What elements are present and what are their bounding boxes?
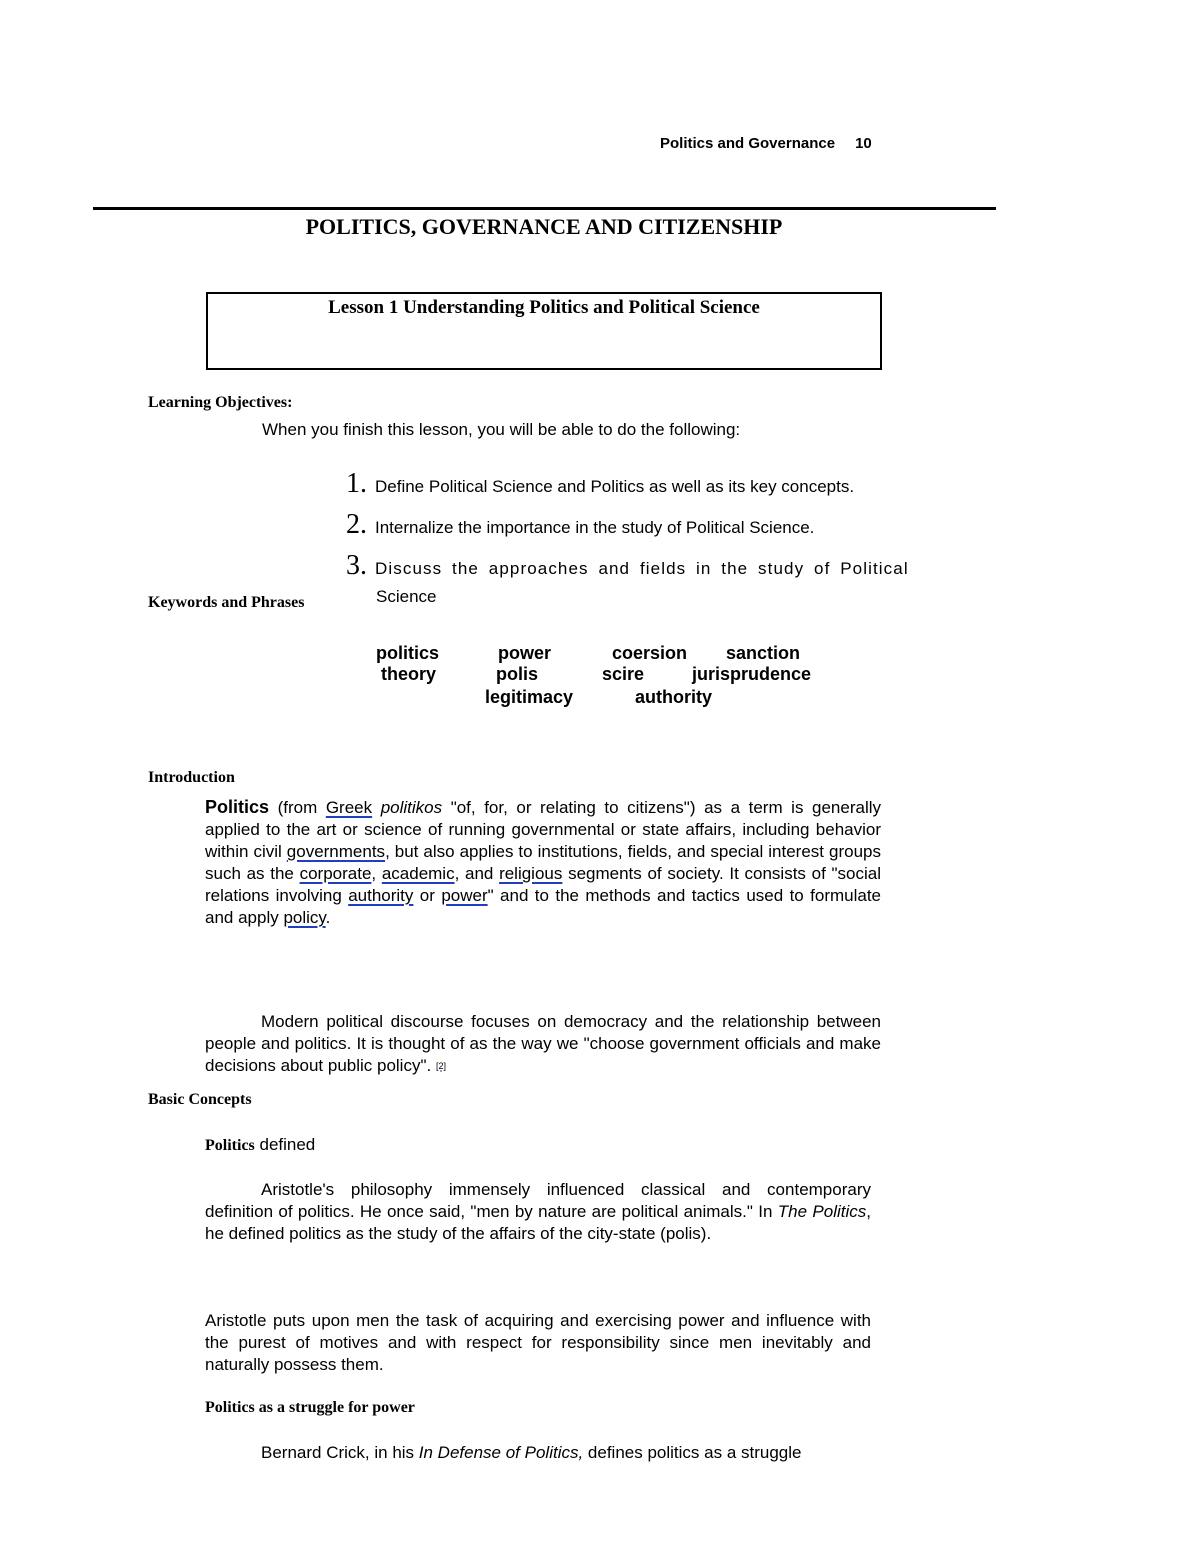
crick-paragraph (205, 1442, 871, 1464)
objective-item (346, 550, 926, 582)
text-run: defined (254, 1135, 316, 1154)
italic-the-politics: The Politics (777, 1202, 867, 1221)
link-academic[interactable]: academic (381, 864, 455, 883)
objective-item (346, 468, 854, 500)
text-run: . (325, 908, 331, 927)
keyword: politics (376, 643, 440, 663)
keyword: power (498, 643, 552, 663)
text-run: , (371, 864, 382, 883)
keyword: polis (496, 664, 539, 684)
header-rule (93, 207, 996, 210)
struggle-for-power-subheading: Politics as a struggle for power (205, 1399, 415, 1416)
text-run: Modern political discourse focuses on democracy and the relationship between people and politics. It is thought of as the way we "choose government officials and make decisions about public policy". (205, 1012, 881, 1075)
keyword: authority (635, 687, 713, 707)
link-religious[interactable]: religious (499, 864, 563, 883)
introduction-paragraph (205, 796, 881, 929)
keyword: sanction (726, 643, 801, 663)
text-run: or (413, 886, 442, 905)
basic-concepts-heading: Basic Concepts (148, 1091, 252, 1108)
keyword: jurisprudence (692, 664, 812, 684)
keyword: legitimacy (485, 687, 574, 707)
footnote-ref-2[interactable]: [2] (435, 1061, 446, 1071)
politics-defined-subheading (205, 1135, 315, 1155)
page-number: 10 (855, 135, 872, 152)
text-run: defines politics as a struggle (583, 1443, 802, 1462)
keyword: coersion (612, 643, 688, 663)
running-header-title: Politics and Governance (660, 135, 836, 152)
text-run: , and (454, 864, 500, 883)
objective-text: Internalize the importance in the study of Political Science. (375, 518, 815, 537)
objective-text: Define Political Science and Politics as well as its key concepts. (375, 477, 855, 496)
subheading-bold: Politics (205, 1137, 255, 1154)
link-policy[interactable]: policy (283, 908, 326, 927)
link-greek[interactable]: Greek (325, 798, 373, 817)
text-run (372, 798, 381, 817)
objective-number: 3. (346, 550, 367, 581)
running-header (660, 135, 872, 152)
learning-objectives-heading: Learning Objectives: (148, 394, 293, 411)
keywords-heading: Keywords and Phrases (148, 594, 305, 611)
objective-number: 2. (346, 509, 367, 540)
objective-text-continued: Science (376, 587, 437, 606)
lesson-title: Lesson 1 Understanding Politics and Political Science (328, 297, 760, 318)
introduction-heading: Introduction (148, 769, 235, 786)
text-run: "of, for, or relating to citizens") as a term is generally applied to the art or science of running governmental or state affairs, including behavior within civil (205, 798, 882, 861)
text-run: , he defined politics as the study of the affairs of the city-state (polis). (205, 1202, 871, 1243)
link-authority[interactable]: authority (348, 886, 414, 905)
aristotle-power-paragraph: Aristotle puts upon men the task of acquiring and exercising power and influence with the purest of motives and with respect for responsibility since men inevitably and naturally possess them. (205, 1311, 871, 1374)
text-run: " and to the methods and tactics used to formulate and apply (205, 886, 882, 927)
link-corporate[interactable]: corporate (299, 864, 372, 883)
keyword: scire (602, 664, 645, 684)
text-run: , but also applies to institutions, fields, and special interest groups such as the (205, 842, 881, 883)
italic-in-defense-of-politics: In Defense of Politics, (418, 1443, 584, 1462)
discourse-paragraph (205, 1011, 881, 1077)
term-politics: Politics (205, 797, 270, 817)
text-run: (from (269, 798, 326, 817)
lesson-box (206, 292, 882, 370)
link-power[interactable]: power (441, 886, 488, 905)
objective-number: 1. (346, 468, 367, 499)
italic-politikos: politikos (380, 798, 443, 817)
text-run: Aristotle's philosophy immensely influenced classical and contemporary definition of politics. He once said, "men by nature are political animals." In (205, 1180, 871, 1221)
keyword: theory (381, 664, 437, 684)
document-title: POLITICS, GOVERNANCE AND CITIZENSHIP (305, 214, 783, 239)
objective-item (346, 509, 814, 541)
text-run: segments of society. It consists of "social relations involving (205, 864, 881, 905)
link-governments[interactable]: governments (286, 842, 386, 861)
objectives-intro: When you finish this lesson, you will be able to do the following: (262, 420, 741, 439)
aristotle-paragraph (205, 1179, 871, 1245)
text-run: Bernard Crick, in his (261, 1443, 419, 1462)
objective-text: Discuss the approaches and fields in the study of Political (375, 559, 909, 578)
